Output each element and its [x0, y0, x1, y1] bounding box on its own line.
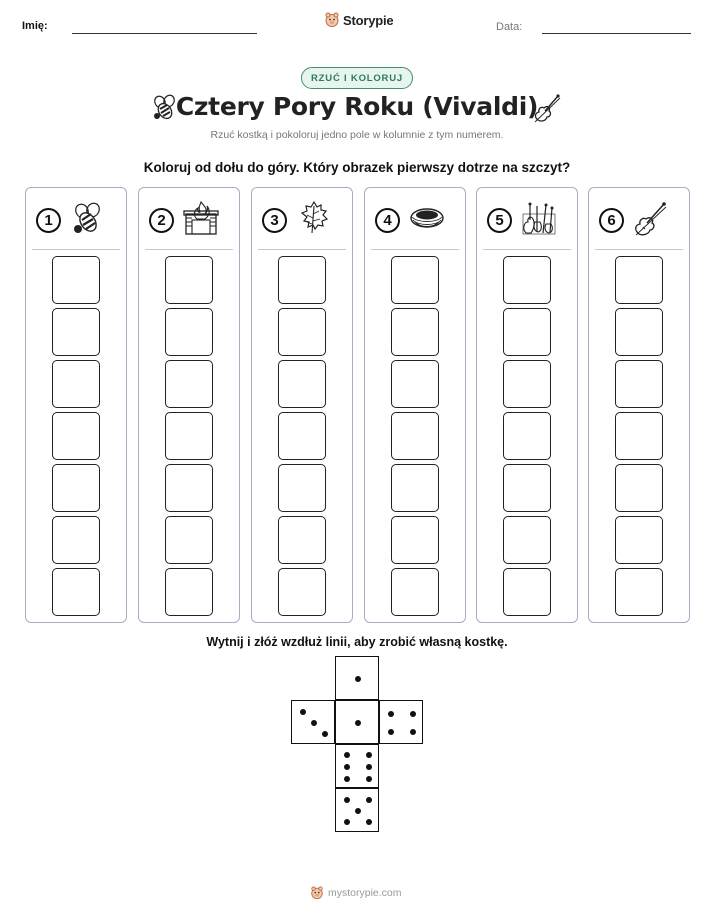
dice-face-1 — [335, 656, 379, 700]
dice-face-1 — [335, 700, 379, 744]
dice-pip — [388, 711, 394, 717]
coloring-box[interactable] — [165, 360, 213, 408]
coloring-box[interactable] — [503, 568, 551, 616]
coloring-box[interactable] — [165, 412, 213, 460]
name-label: Imię: — [22, 20, 48, 32]
column-number: 2 — [149, 208, 174, 233]
dice-pip — [322, 731, 328, 737]
date-field-line[interactable] — [542, 33, 691, 34]
brand-name: Storypie — [343, 12, 394, 28]
coloring-box[interactable] — [391, 360, 439, 408]
dice-pip — [355, 808, 361, 814]
coloring-box[interactable] — [391, 256, 439, 304]
dice-pip — [344, 764, 350, 770]
column-divider — [145, 249, 233, 250]
brand-logo — [324, 12, 393, 28]
coloring-box[interactable] — [278, 516, 326, 564]
coloring-box[interactable] — [503, 256, 551, 304]
footer — [310, 886, 402, 900]
footer-url[interactable]: mystorypie.com — [328, 887, 402, 899]
coloring-box[interactable] — [278, 360, 326, 408]
dice-pip — [366, 752, 372, 758]
coloring-box[interactable] — [391, 568, 439, 616]
coloring-box[interactable] — [278, 308, 326, 356]
dice-pip — [300, 709, 306, 715]
bee-icon — [70, 200, 106, 236]
dice-instruction: Wytnij i złóż wzdłuż linii, aby zrobić własną kostkę. — [206, 635, 508, 649]
dice-pip — [344, 752, 350, 758]
coloring-box[interactable] — [165, 568, 213, 616]
dice-pip — [344, 776, 350, 782]
bird-nest-icon — [409, 200, 445, 236]
dice-pip — [355, 676, 361, 682]
column-4 — [364, 187, 466, 623]
dice-pip — [366, 764, 372, 770]
coloring-box[interactable] — [615, 568, 663, 616]
coloring-box[interactable] — [615, 516, 663, 564]
dice-pip — [366, 819, 372, 825]
column-number: 1 — [36, 208, 61, 233]
coloring-box[interactable] — [52, 256, 100, 304]
column-6 — [588, 187, 690, 623]
column-number: 3 — [262, 208, 287, 233]
coloring-box[interactable] — [615, 412, 663, 460]
coloring-box[interactable] — [165, 464, 213, 512]
coloring-box[interactable] — [503, 464, 551, 512]
coloring-box[interactable] — [52, 464, 100, 512]
coloring-box[interactable] — [615, 256, 663, 304]
dice-pip — [366, 776, 372, 782]
coloring-box[interactable] — [165, 308, 213, 356]
dice-face-5 — [335, 788, 379, 832]
activity-badge: RZUĆ I KOLORUJ — [301, 67, 413, 89]
dice-face-4 — [379, 700, 423, 744]
page-subtitle: Rzuć kostką i pokoloruj jedno pole w kolumnie z tym numerem. — [210, 129, 504, 141]
coloring-box[interactable] — [391, 412, 439, 460]
coloring-box[interactable] — [503, 360, 551, 408]
column-divider — [258, 249, 346, 250]
coloring-box[interactable] — [391, 308, 439, 356]
date-label: Data: — [496, 21, 523, 33]
pig-mascot-icon — [310, 886, 324, 900]
coloring-box[interactable] — [52, 308, 100, 356]
dice-pip — [311, 720, 317, 726]
column-2 — [138, 187, 240, 623]
column-3 — [251, 187, 353, 623]
column-divider — [32, 249, 120, 250]
column-5 — [476, 187, 578, 623]
coloring-box[interactable] — [391, 464, 439, 512]
coloring-box[interactable] — [278, 464, 326, 512]
coloring-box[interactable] — [615, 464, 663, 512]
coloring-box[interactable] — [503, 516, 551, 564]
name-field-line[interactable] — [72, 33, 257, 34]
dice-pip — [410, 711, 416, 717]
coloring-box[interactable] — [391, 516, 439, 564]
column-divider — [595, 249, 683, 250]
coloring-box[interactable] — [278, 256, 326, 304]
dice-pip — [344, 797, 350, 803]
autumn-leaf-icon — [296, 200, 332, 236]
coloring-box[interactable] — [165, 516, 213, 564]
coloring-box[interactable] — [615, 308, 663, 356]
coloring-box[interactable] — [615, 360, 663, 408]
dice-pip — [344, 819, 350, 825]
page-title: Cztery Pory Roku (Vivaldi) — [175, 92, 539, 121]
dice-pip — [388, 729, 394, 735]
column-number: 4 — [375, 208, 400, 233]
dice-pip — [355, 720, 361, 726]
pig-mascot-icon — [324, 12, 340, 28]
coloring-box[interactable] — [52, 360, 100, 408]
column-divider — [371, 249, 459, 250]
dice-pip — [366, 797, 372, 803]
coloring-box[interactable] — [52, 516, 100, 564]
coloring-box[interactable] — [52, 412, 100, 460]
column-number: 5 — [487, 208, 512, 233]
coloring-box[interactable] — [503, 308, 551, 356]
coloring-box[interactable] — [278, 568, 326, 616]
dice-pip — [410, 729, 416, 735]
dice-face-3 — [291, 700, 335, 744]
column-divider — [483, 249, 571, 250]
coloring-box[interactable] — [52, 568, 100, 616]
column-number: 6 — [599, 208, 624, 233]
column-1 — [25, 187, 127, 623]
violin-icon — [633, 200, 669, 236]
dice-face-6 — [335, 744, 379, 788]
coloring-box[interactable] — [503, 412, 551, 460]
coloring-box[interactable] — [165, 256, 213, 304]
coloring-instruction: Koloruj od dołu do góry. Który obrazek pierwszy dotrze na szczyt? — [143, 160, 571, 175]
fireplace-icon — [183, 200, 219, 236]
orchestra-instruments-icon — [521, 200, 557, 236]
coloring-box[interactable] — [278, 412, 326, 460]
